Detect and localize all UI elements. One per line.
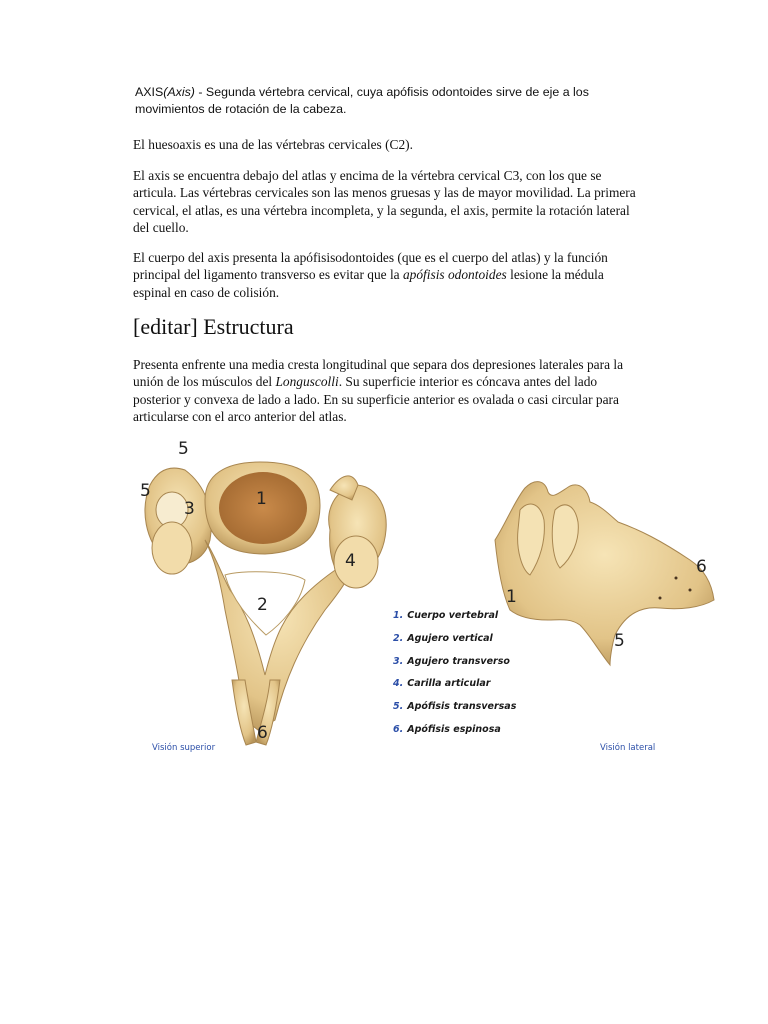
paragraph-odontoid-italic: apófisis odontoides <box>402 267 507 283</box>
legend-item-5: 5. Apófisis transversas <box>393 701 517 712</box>
paragraph-structure-start: Presenta enfrente una media cresta longitudinal que separa dos depresiones laterales para la unión de los músculos del <box>133 357 624 390</box>
paragraph-odontoid-end: lesione la médula espinal en caso de colisión. <box>133 267 604 300</box>
marker-lateral-5: 5 <box>614 631 625 651</box>
legend-item-1: 1. Cuerpo vertebral <box>393 610 499 621</box>
articular-facet <box>334 536 378 588</box>
axis-vertebra-figure <box>0 430 768 770</box>
figure-legend <box>392 610 517 735</box>
legend-item-3: 3. Agujero transverso <box>393 656 510 667</box>
lateral-view-illustration <box>495 482 714 665</box>
intro-term-italic: (Axis) <box>163 85 195 99</box>
legend-item-6: 6. Apófisis espinosa <box>393 724 501 735</box>
marker-lateral-6: 6 <box>696 557 707 577</box>
marker-superior-2: 2 <box>257 595 268 615</box>
legend-item-2: 2. Agujero vertical <box>393 633 493 644</box>
marker-superior-5-left: 5 <box>140 481 151 501</box>
intro-definition-text: - Segunda vértebra cervical, cuya apófisis odontoides sirve de eje a los movimientos de rotación de la cabeza. <box>135 85 589 116</box>
intro-term: AXIS <box>135 85 164 99</box>
marker-lateral-1: 1 <box>506 587 517 607</box>
marker-superior-5-top: 5 <box>178 439 189 459</box>
marker-superior-6: 6 <box>257 723 268 743</box>
caption-lateral-view: Visión lateral <box>600 743 656 753</box>
paragraph-odontoid-start: El cuerpo del axis presenta la apófisisodontoides (que es el cuerpo del atlas) y la función principal del ligamento transverso es evitar que la <box>133 250 608 283</box>
paragraph-structure-end: . Su superficie interior es cóncava antes del lado posterior y convexa de lado a lado. En su superficie anterior es ovalada o casi circular para articularse con el arco anterior del atlas. <box>133 374 619 425</box>
marker-superior-3: 3 <box>184 499 195 519</box>
paragraph-location: El axis se encuentra debajo del atlas y encima de la vértebra cervical C3, con los que se articula. Las vértebras cervicales son las menos gruesas y las de mayor movilidad. La primera cervical, el atlas, es una vértebra incompleta, y la segunda, el axis, permite la rotación lateral del cuello. <box>133 168 636 236</box>
section-heading-estructura: [editar] Estructura <box>133 314 294 339</box>
caption-superior-view: Visión superior <box>152 743 216 753</box>
paragraph-structure-italic: Longuscolli <box>275 374 339 390</box>
marker-superior-1: 1 <box>256 489 267 509</box>
paragraph-structure <box>133 356 643 426</box>
intro-definition <box>135 84 635 118</box>
legend-item-4: 4. Carilla articular <box>393 678 491 689</box>
paragraph-odontoid <box>133 249 643 301</box>
marker-superior-4: 4 <box>345 551 356 571</box>
paragraph-c2: El huesoaxis es una de las vértebras cervicales (C2). <box>133 137 413 152</box>
